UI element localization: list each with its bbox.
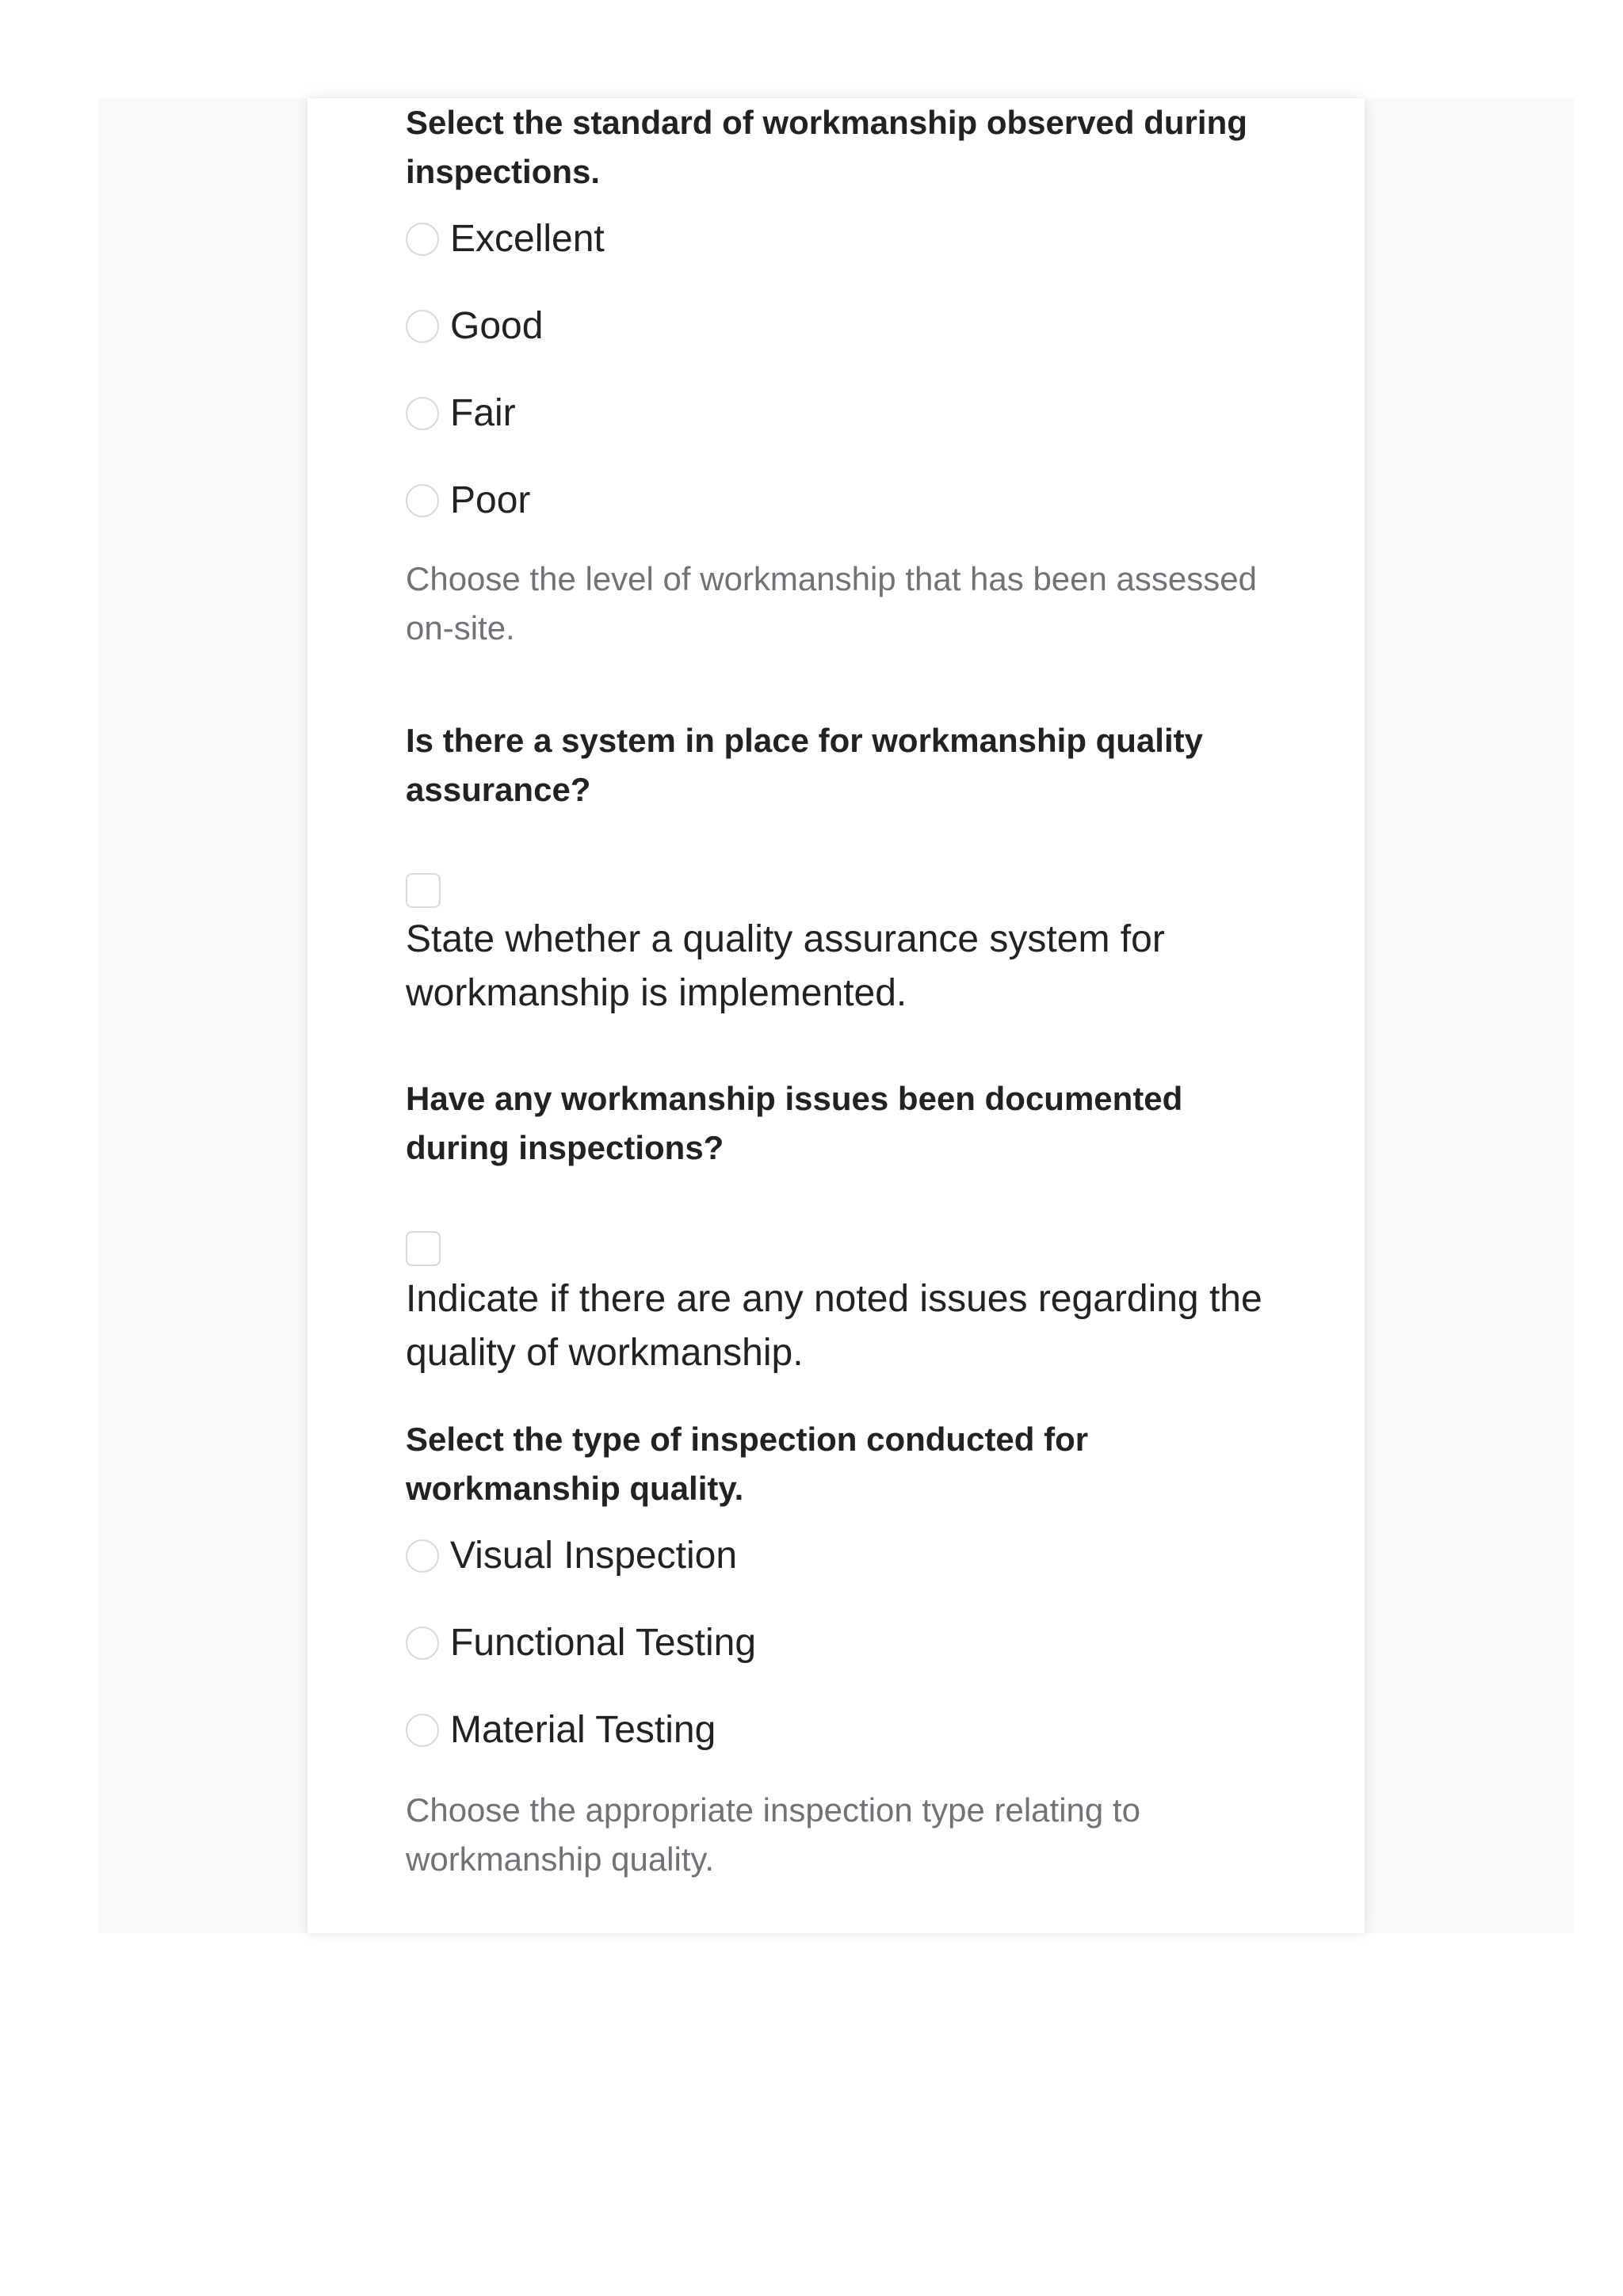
radio-option-visual-inspection[interactable]	[406, 1532, 1270, 1580]
radio-option-material-testing[interactable]	[406, 1707, 1270, 1754]
question-issues-documented	[406, 1074, 1270, 1380]
question-inspection-type	[406, 1415, 1270, 1884]
radio-button[interactable]	[406, 310, 439, 343]
question-description: State whether a quality assurance system for workmanship is implemented.	[406, 918, 1165, 1014]
radio-label: Excellent	[450, 218, 605, 260]
radio-group-workmanship-standard	[406, 215, 1270, 524]
radio-label: Material Testing	[450, 1709, 716, 1751]
question-quality-assurance	[406, 716, 1270, 1020]
radio-option-excellent[interactable]	[406, 215, 1270, 263]
radio-button[interactable]	[406, 1539, 439, 1573]
form-card	[307, 98, 1365, 1933]
radio-button[interactable]	[406, 484, 439, 517]
issues-documented-checkbox[interactable]	[406, 1231, 441, 1266]
question-title: Have any workmanship issues been documented during inspections?	[406, 1080, 1183, 1166]
radio-button[interactable]	[406, 1627, 439, 1660]
question-title: Select the standard of workmanship observed during inspections.	[406, 104, 1247, 190]
radio-option-fair[interactable]	[406, 390, 1270, 437]
question-title: Is there a system in place for workmanship quality assurance?	[406, 722, 1203, 808]
question-hint: Choose the appropriate inspection type relating to workmanship quality.	[406, 1791, 1140, 1878]
radio-group-inspection-type	[406, 1532, 1270, 1754]
question-workmanship-standard	[406, 98, 1270, 653]
question-description: Indicate if there are any noted issues regarding the quality of workmanship.	[406, 1278, 1262, 1374]
question-title: Select the type of inspection conducted for workmanship quality.	[406, 1421, 1089, 1507]
radio-button[interactable]	[406, 397, 439, 430]
radio-label: Visual Inspection	[450, 1535, 738, 1577]
radio-button[interactable]	[406, 1714, 439, 1747]
radio-label: Poor	[450, 479, 531, 521]
radio-option-good[interactable]	[406, 303, 1270, 350]
radio-label: Good	[450, 305, 544, 347]
question-hint: Choose the level of workmanship that has been assessed on-site.	[406, 560, 1257, 646]
radio-option-poor[interactable]	[406, 477, 1270, 524]
radio-button[interactable]	[406, 223, 439, 256]
radio-option-functional-testing[interactable]	[406, 1619, 1270, 1667]
radio-label: Fair	[450, 392, 516, 434]
radio-label: Functional Testing	[450, 1622, 757, 1664]
quality-assurance-checkbox[interactable]	[406, 873, 441, 908]
